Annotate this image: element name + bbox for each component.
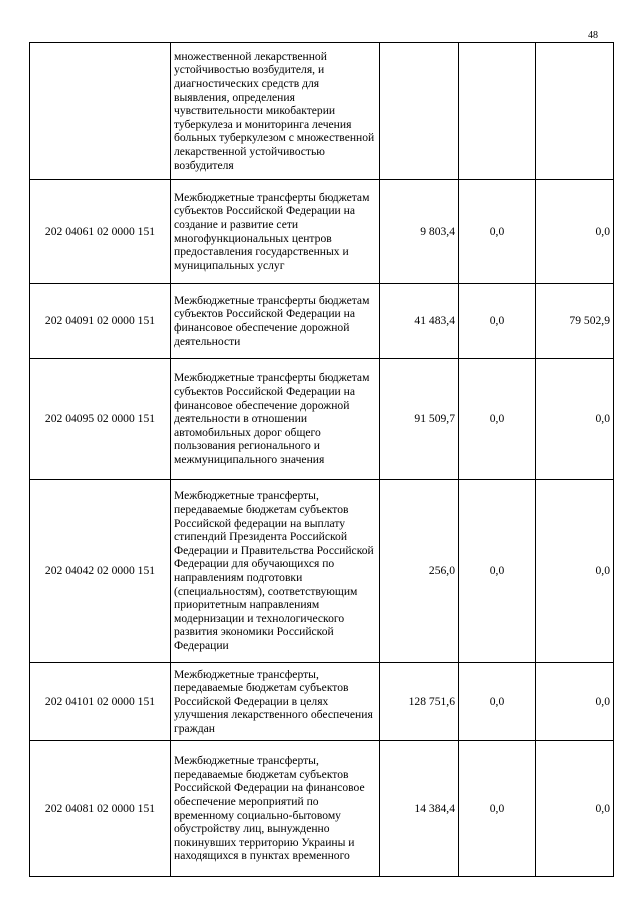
amount-1-cell: 128 751,6 bbox=[380, 663, 459, 741]
description-cell: множественной лекарственной устойчивостью возбудителя, и диагностических средств для выявления, определения чувствительности микобактерии туберкулеза и мониторинга лечения больных туберкулезом с множественной лекарственной устойчивостью возбудителя bbox=[171, 43, 380, 180]
amount-2-cell: 0,0 bbox=[459, 359, 536, 480]
description-cell: Межбюджетные трансферты, передаваемые бюджетам субъектов Российской федерации на выплату стипендий Президента Российской Федерации и Правительства Российской Федерации для обучающихся по направлениям подготовки (специальностям), соответствующим приоритетным направлениям модернизации и технологического развития экономики Российской Федерации bbox=[171, 480, 380, 663]
amount-3-cell: 79 502,9 bbox=[536, 284, 614, 359]
page-number: 48 bbox=[588, 30, 598, 41]
budget-code-cell: 202 04095 02 0000 151 bbox=[30, 359, 171, 480]
table-row bbox=[30, 43, 614, 180]
amount-3-cell: 0,0 bbox=[536, 359, 614, 480]
description-cell: Межбюджетные трансферты, передаваемые бюджетам субъектов Российской Федерации в целях улучшения лекарственного обеспечения граждан bbox=[171, 663, 380, 741]
amount-2-cell: 0,0 bbox=[459, 180, 536, 284]
amount-2-cell: 0,0 bbox=[459, 663, 536, 741]
description-cell: Межбюджетные трансферты бюджетам субъектов Российской Федерации на создание и развитие сети многофункциональных центров предоставления государственных и муниципальных услуг bbox=[171, 180, 380, 284]
amount-1-cell: 9 803,4 bbox=[380, 180, 459, 284]
amount-1-cell bbox=[380, 43, 459, 180]
amount-3-cell: 0,0 bbox=[536, 180, 614, 284]
budget-table bbox=[29, 42, 614, 877]
budget-code-cell: 202 04061 02 0000 151 bbox=[30, 180, 171, 284]
table-row bbox=[30, 480, 614, 663]
amount-2-cell: 0,0 bbox=[459, 284, 536, 359]
amount-3-cell: 0,0 bbox=[536, 741, 614, 877]
amount-3-cell bbox=[536, 43, 614, 180]
description-cell: Межбюджетные трансферты бюджетам субъектов Российской Федерации на финансовое обеспечение дорожной деятельности bbox=[171, 284, 380, 359]
amount-2-cell bbox=[459, 43, 536, 180]
amount-3-cell: 0,0 bbox=[536, 663, 614, 741]
amount-2-cell: 0,0 bbox=[459, 480, 536, 663]
table-row bbox=[30, 741, 614, 877]
description-cell: Межбюджетные трансферты, передаваемые бюджетам субъектов Российской Федерации на финансовое обеспечение мероприятий по временному социально-бытовому обустройству лиц, вынужденно покинувших территорию Украины и находящихся в пунктах временного bbox=[171, 741, 380, 877]
table-row bbox=[30, 284, 614, 359]
amount-1-cell: 14 384,4 bbox=[380, 741, 459, 877]
amount-3-cell: 0,0 bbox=[536, 480, 614, 663]
amount-1-cell: 91 509,7 bbox=[380, 359, 459, 480]
amount-1-cell: 41 483,4 bbox=[380, 284, 459, 359]
budget-code-cell: 202 04081 02 0000 151 bbox=[30, 741, 171, 877]
budget-code-cell bbox=[30, 43, 171, 180]
description-cell: Межбюджетные трансферты бюджетам субъектов Российской Федерации на финансовое обеспечение дорожной деятельности в отношении автомобильных дорог общего пользования регионального и межмуниципального значения bbox=[171, 359, 380, 480]
amount-2-cell: 0,0 bbox=[459, 741, 536, 877]
budget-code-cell: 202 04042 02 0000 151 bbox=[30, 480, 171, 663]
budget-code-cell: 202 04091 02 0000 151 bbox=[30, 284, 171, 359]
table-row bbox=[30, 359, 614, 480]
table-row bbox=[30, 180, 614, 284]
table-row bbox=[30, 663, 614, 741]
budget-code-cell: 202 04101 02 0000 151 bbox=[30, 663, 171, 741]
amount-1-cell: 256,0 bbox=[380, 480, 459, 663]
